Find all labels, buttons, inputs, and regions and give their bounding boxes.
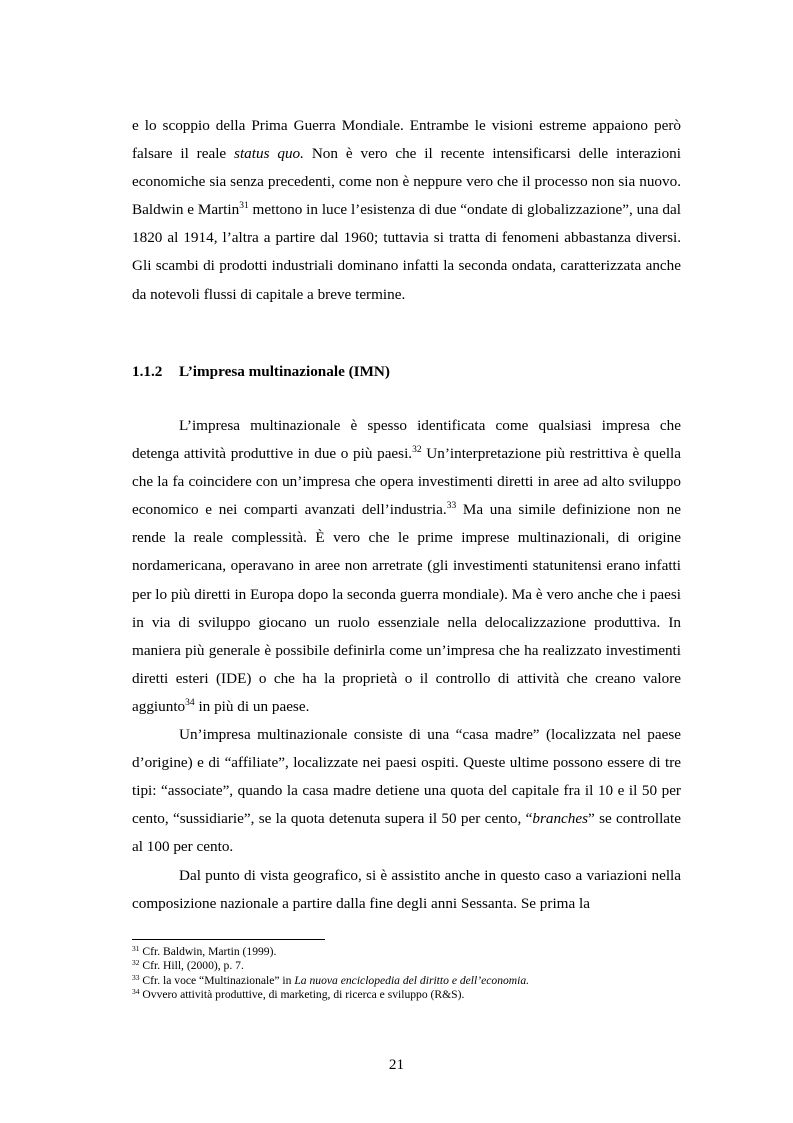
body-paragraph-4: Dal punto di vista geografico, si è assistito anche in questo caso a variazioni nella composizione nazionale a partire dalla fine degli anni Sessanta. Se prima la [132, 866, 681, 912]
body-paragraph-1 [132, 112, 681, 309]
footnote-ref-34: 34 [185, 697, 195, 708]
body-paragraph-2: L’impresa multinazionale è spesso identificata come qualsiasi impresa che detenga attività produttive in due o più paesi.$^{32}$ Un’interpretazione più restrittiva è quella che la fa coincidere con un’impresa che opera investimenti diretti in aree ad alto sviluppo economico e nei comparti avanzati dell’industria.$^{33}$ Ma una simile definizione non ne rende la reale complessità. È vero che le prime imprese multinazionali, di origine nordamericana, operavano in aree non arretrate (gli investimenti statunitensi erano infatti per lo più diretti in Europa dopo la seconda guerra mondiale). Ma è vero anche che i paesi in via di sviluppo giocano un ruolo essenziale nella delocalizzazione produttiva. In maniera più generale è possibile definirla come un’impresa che ha realizzato investimenti diretti esteri (IDE) o che ha la proprietà o il controllo di attività che creano valore aggiunto$^{34}$ in più di un paese. [132, 417, 681, 715]
footnote-ref-31: 31 [239, 201, 249, 212]
footnote-ref-33: 33 [446, 501, 457, 512]
footnote-32: $^{32}$ Cfr. Hill, (2000), p. 7. [132, 958, 244, 973]
italic-term: status quo. [234, 145, 304, 163]
footnote-ref-32: 32 [412, 445, 422, 456]
paragraph-text: e lo scoppio della Prima Guerra Mondiale. Entrambe le visioni estreme appaiono però falsare il reale status quo. Non è vero che il recente intensificarsi delle interazioni economiche sia senza precedenti, come non è neppure vero che il processo non sia nuovo. Baldwin e Martin$^{31}$ mettono in luce l’esistenza di due “ondate di globalizzazione”, una dal 1820 al 1914, l’altra a partire dal 1960; tuttavia si tratta di fenomeni abbastanza diversi. Gli scambi di prodotti industriali dominano infatti la seconda ondata, caratterizzata anche da notevoli flussi di capitale a breve termine. [132, 117, 681, 303]
section-title: L’impresa multinazionale (IMN) [179, 363, 390, 380]
section-number: 1.1.2 [132, 363, 163, 380]
footnote-34: $^{34}$ Ovvero attività produttive, di marketing, di ricerca e sviluppo (R&S). [132, 987, 465, 1002]
footnote-31: $^{31}$ Cfr. Baldwin, Martin (1999). [132, 944, 277, 958]
footnote-separator [132, 939, 325, 940]
italic-term: branches [532, 810, 589, 828]
body-paragraph-3: Un’impresa multinazionale consiste di una “casa madre” (localizzata nel paese d’origine) e di “affiliate”, localizzate nei paesi ospiti. Queste ultime possono essere di tre tipi: “associate”, quando la casa madre detiene una quota del capitale fra il 10 e il 50 per cento, “sussidiarie”, se la quota detenuta supera il 50 per cento, “branches” se controllate al 100 per cento. [132, 726, 681, 856]
footnotes [132, 945, 692, 1003]
section-body [132, 412, 681, 918]
section-heading [132, 360, 681, 384]
footnote-33: $^{33}$ Cfr. la voce “Multinazionale” in La nuova enciclopedia del diritto e dell’economia. [132, 972, 530, 987]
page-number: 21 [388, 1056, 405, 1073]
